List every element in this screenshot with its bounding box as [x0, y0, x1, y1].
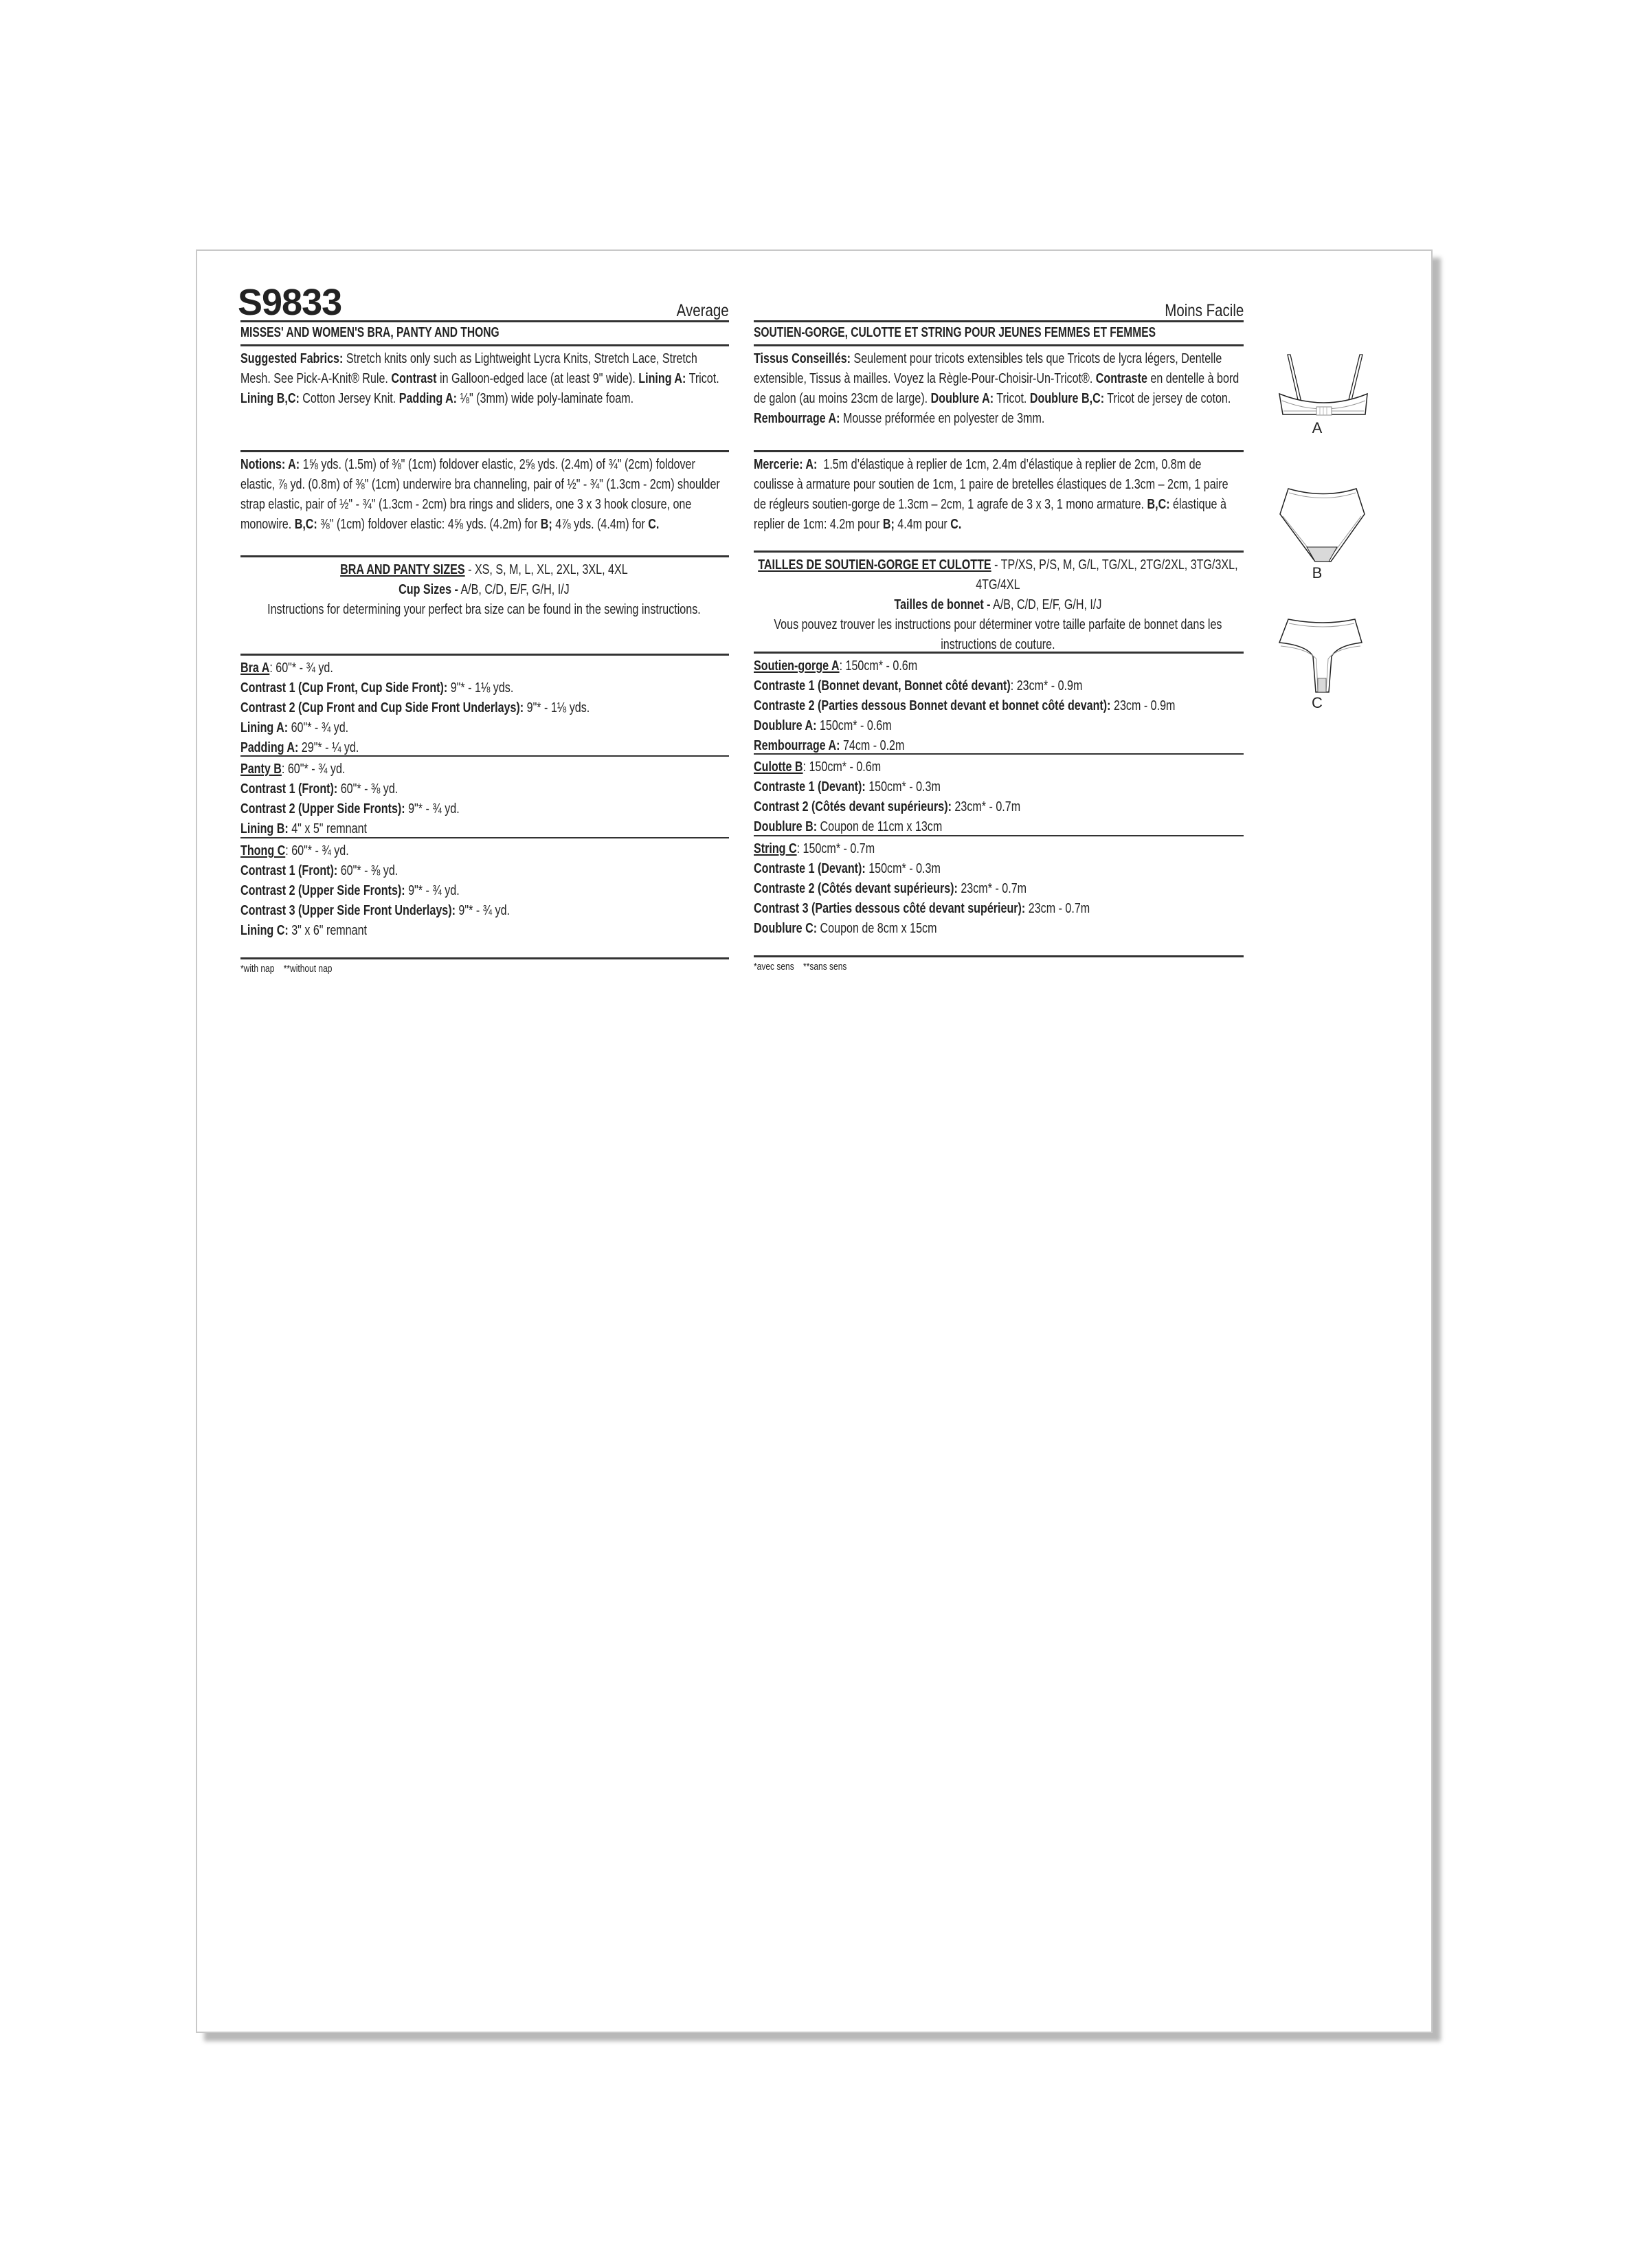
- notions-section: Notions: A: 1⅝ yds. (1.5m) of ⅜" (1cm) foldover elastic, 2⅝ yds. (2.4m) of ¾" (2cm) foldover elastic, ⅞ yd. (0.8m) of ⅜" (1cm) underwire bra channeling, pair of ½" - ¾" (1.3cm - 2cm) shoulder strap elastic, pair of ½" - ¾" (1.3cm - 2cm) bra rings and sliders, one 3 x 3 hook closure, one monowire. B,C: ⅜" (1cm) foldover elastic: 4⅝ yds. (4.2m) for B; 4⅞ yds. (4.4m) for C.: [240, 452, 729, 557]
- view-c: [1266, 615, 1369, 712]
- sizes-label: BRA AND PANTY SIZES: [340, 562, 465, 577]
- bra-illustration-icon: [1266, 344, 1369, 419]
- pattern-envelope-back-page: [196, 249, 1433, 2033]
- view-a: [1266, 344, 1369, 437]
- panty-illustration-icon: [1266, 482, 1369, 564]
- pattern-code: S9833: [238, 282, 342, 323]
- notions-section-fr: Mercerie: A: 1.5m d’élastique à replier de 1cm, 2.4m d’élastique à replier de 2cm, 0.8m de coulisse à armature pour soutien de 1cm, 1 paire de bretelles élastiques de 1.3cm – 2cm, 1 paire de régleurs soutien-gorge de 1.3cm – 2cm, 1 agrafe de 3 x 3, 1 mono armature. B,C: élastique à replier de 1cm: 4.2m pour B; 4.4m pour C.: [754, 452, 1244, 553]
- yardage-thong-c: Thong C: 60"* - ¾ yd. Contrast 1 (Front): 60"* - ⅜ yd. Contrast 2 (Upper Side Fronts): 9"* - ¾ yd. Contrast 3 (Upper Side Front Underlays): 9"* - ¾ yd. Lining C: 3" x 6" remnant: [240, 838, 729, 959]
- view-a-label: A: [1312, 419, 1323, 436]
- fabrics-label: Suggested Fabrics:: [240, 351, 344, 366]
- view-b: [1266, 482, 1369, 582]
- pattern-title-fr: SOUTIEN-GORGE, CULOTTE ET STRING POUR JEUNES FEMMES ET FEMMES: [754, 322, 1244, 346]
- english-header: [240, 251, 729, 322]
- suggested-fabrics-section-fr: Tissus Conseillés: Seulement pour tricots extensibles tels que Tricots de lycra légers, Dentelle extensible, Tissus à mailles. Voyez la Règle-Pour-Choisir-Un-Tricot®. Contraste en dentelle à bord de galon (au moins 23cm de large). Doublure A: Tricot. Doublure B,C: Tricot de jersey de coton. Rembourrage A: Mousse préformée en polyester de 3mm.: [754, 346, 1244, 452]
- yardage-panty-b: Panty B: 60"* - ¾ yd. Contrast 1 (Front): 60"* - ⅜ yd. Contrast 2 (Upper Side Fronts): 9"* - ¾ yd. Lining B: 4" x 5" remnant: [240, 757, 729, 838]
- suggested-fabrics-section: Suggested Fabrics: Stretch knits only such as Lightweight Lycra Knits, Stretch Lace, Stretch Mesh. See Pick-A-Knit® Rule. Contrast in Galloon-edged lace (at least 9" wide). Lining A: Tricot. Lining B,C: Cotton Jersey Knit. Padding A: ⅛" (3mm) wide poly-laminate foam.: [240, 346, 729, 452]
- yardage-bra-a: Bra A: 60"* - ¾ yd. Contrast 1 (Cup Front, Cup Side Front): 9"* - 1⅛ yds. Contrast 2 (Cup Front and Cup Side Front Underlays): 9"* - 1⅛ yds. Lining A: 60"* - ¾ yd. Padding A: 29"* - ¼ yd.: [240, 656, 729, 757]
- french-header: [754, 251, 1244, 322]
- french-column: [754, 251, 1244, 974]
- pattern-title: MISSES' AND WOMEN'S BRA, PANTY AND THONG: [240, 322, 729, 346]
- yardage-soutien-gorge-a: Soutien-gorge A: 150cm* - 0.6m Contraste 1 (Bonnet devant, Bonnet côté devant): 23cm* - 0.9m Contraste 2 (Parties dessous Bonnet devant et bonnet côté devant): 23cm - 0.9m Doublure A: 150cm* - 0.6m Rembourrage A: 74cm - 0.2m: [754, 654, 1244, 755]
- thong-illustration-icon: [1266, 615, 1369, 694]
- yardage-culotte-b: Culotte B: 150cm* - 0.6m Contraste 1 (Devant): 150cm* - 0.3m Contrast 2 (Côtés devant supérieurs): 23cm* - 0.7m Doublure B: Coupon de 11cm x 13cm: [754, 755, 1244, 836]
- view-b-label: B: [1312, 564, 1323, 581]
- difficulty-level-fr: Moins Facile: [1164, 301, 1244, 320]
- nap-footnote-fr: *avec sens **sans sens: [754, 961, 847, 972]
- english-column: [240, 251, 729, 976]
- notions-label: Notions: A:: [240, 456, 300, 472]
- difficulty-level: Average: [677, 301, 729, 320]
- view-c-label: C: [1312, 694, 1323, 711]
- bra-size-note: Instructions for determining your perfect bra size can be found in the sewing instructions.: [267, 601, 701, 617]
- nap-footnote: *with nap **without nap: [240, 963, 333, 975]
- sizes-section-fr: TAILLES DE SOUTIEN-GORGE ET CULOTTE - TP/XS, P/S, M, G/L, TG/XL, 2TG/2XL, 3TG/3XL, 4TG/4XL Tailles de bonnet - A/B, C/D, E/F, G/H, I/J Vous pouvez trouver les instructions pour déterminer votre taille parfaite de bonnet dans les instructions de couture.: [754, 553, 1244, 654]
- sizes-section: BRA AND PANTY SIZES - XS, S, M, L, XL, 2XL, 3XL, 4XL Cup Sizes - A/B, C/D, E/F, G/H, I/J Instructions for determining your perfect bra size can be found in the sewing instructions.: [240, 557, 729, 656]
- yardage-string-c: String C: 150cm* - 0.7m Contraste 1 (Devant): 150cm* - 0.3m Contraste 2 (Côtés devant supérieurs): 23cm* - 0.7m Contrast 3 (Parties dessous côté devant supérieur): 23cm - 0.7m Doublure C: Coupon de 8cm x 15cm: [754, 836, 1244, 957]
